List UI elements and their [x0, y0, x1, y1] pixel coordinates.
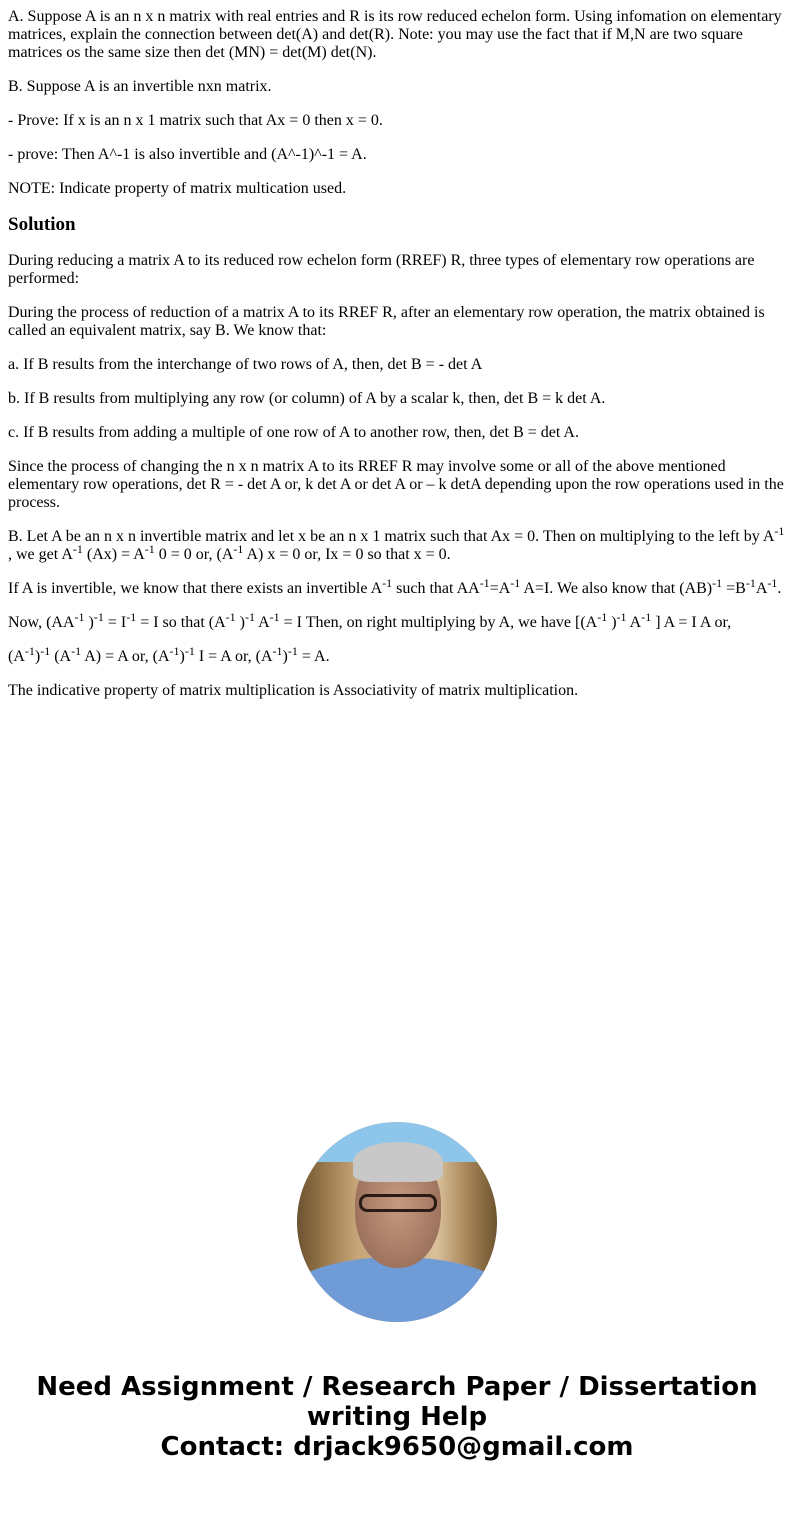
text-run: ) — [235, 614, 245, 631]
question-paragraph — [8, 180, 786, 198]
superscript: -1 — [382, 576, 393, 590]
superscript: -1 — [767, 576, 778, 590]
text-run: 0 = 0 or, (A — [154, 546, 234, 563]
text-run: (A — [8, 648, 25, 665]
superscript: -1 — [144, 542, 155, 556]
footer-banner — [8, 1372, 786, 1462]
footer-contact: Contact: drjack9650@gmail.com — [160, 1432, 634, 1462]
question-paragraph — [8, 146, 786, 164]
text-run: The indicative property of matrix multiplication is Associativity of matrix multiplication. — [8, 682, 579, 699]
text-run: Now, (AA — [8, 614, 75, 631]
text-run: = I — [103, 614, 127, 631]
question-paragraph — [8, 112, 786, 130]
text-run: Since the process of changing the n x n matrix A to its RREF R may involve some or all of the above mentioned elementary row operations, det R = - det A or, k det A or det A or – k detA depending upon the row operations used in the process. — [8, 458, 784, 511]
text-run: NOTE: Indicate property of matrix multication used. — [8, 180, 347, 197]
superscript: -1 — [40, 644, 51, 658]
question-section — [8, 8, 786, 198]
superscript: -1 — [126, 610, 137, 624]
solution-paragraph — [8, 356, 786, 374]
spacer — [8, 716, 786, 1122]
solution-paragraph — [8, 682, 786, 700]
superscript: -1 — [510, 576, 521, 590]
superscript: -1 — [184, 644, 195, 658]
superscript: -1 — [169, 644, 180, 658]
superscript: -1 — [712, 576, 723, 590]
text-run: ] A = I A or, — [651, 614, 732, 631]
text-run: a. If B results from the interchange of two rows of A, then, det B = - det A — [8, 356, 483, 373]
footer-help-text: Need Assignment / Research Paper / Dissertation writing Help — [36, 1372, 758, 1432]
superscript: -1 — [641, 610, 652, 624]
text-run: =B — [722, 580, 746, 597]
superscript: -1 — [71, 644, 82, 658]
superscript: -1 — [745, 576, 756, 590]
text-run: - Prove: If x is an n x 1 matrix such that Ax = 0 then x = 0. — [8, 112, 383, 129]
solution-paragraph — [8, 576, 786, 598]
question-paragraph — [8, 8, 786, 62]
superscript: -1 — [93, 610, 104, 624]
superscript: -1 — [597, 610, 608, 624]
question-paragraph — [8, 78, 786, 96]
superscript: -1 — [225, 610, 236, 624]
text-run: I = A or, (A — [194, 648, 273, 665]
solution-paragraph — [8, 458, 786, 512]
solution-paragraph — [8, 524, 786, 564]
superscript: -1 — [233, 542, 244, 556]
solution-paragraph — [8, 610, 786, 632]
text-run: A=I. We also know that (AB) — [520, 580, 713, 597]
superscript: -1 — [74, 610, 85, 624]
solution-paragraph — [8, 252, 786, 288]
superscript: -1 — [479, 576, 490, 590]
text-run: =A — [489, 580, 511, 597]
superscript: -1 — [72, 542, 83, 556]
text-run: ) — [607, 614, 617, 631]
text-run: c. If B results from adding a multiple of one row of A to another row, then, det B = det A. — [8, 424, 579, 441]
text-run: A — [254, 614, 270, 631]
text-run: A) x = 0 or, Ix = 0 so that x = 0. — [243, 546, 451, 563]
superscript: -1 — [774, 524, 785, 538]
text-run: A — [755, 580, 768, 597]
superscript: -1 — [616, 610, 627, 624]
text-run: = I Then, on right multiplying by A, we have [(A — [279, 614, 598, 631]
text-run: such that AA — [392, 580, 480, 597]
text-run: ) — [84, 614, 94, 631]
solution-paragraph — [8, 424, 786, 442]
text-run: = A. — [297, 648, 330, 665]
text-run: ) — [179, 648, 185, 665]
text-run: b. If B results from multiplying any row (or column) of A by a scalar k, then, det B = k det A. — [8, 390, 606, 407]
superscript: -1 — [24, 644, 35, 658]
text-run: - prove: Then A^-1 is also invertible and (A^-1)^-1 = A. — [8, 146, 367, 163]
text-run: If A is invertible, we know that there exists an invertible A — [8, 580, 383, 597]
solution-paragraph — [8, 644, 786, 666]
superscript: -1 — [272, 644, 283, 658]
text-run: (A — [50, 648, 72, 665]
text-run: ) — [34, 648, 41, 665]
superscript: -1 — [269, 610, 280, 624]
text-run: A) = A or, (A — [81, 648, 170, 665]
solution-paragraph — [8, 304, 786, 340]
text-run: = I so that (A — [136, 614, 226, 631]
superscript: -1 — [244, 610, 255, 624]
text-run: A. Suppose A is an n x n matrix with real entries and R is its row reduced echelon form. Using infomation on elementary matrices, explain the connection between det(A) and det(R). Note: you may use the fact that if M,N are two square matrices os the same size then det (MN) = det(M) det(N). — [8, 8, 782, 61]
solution-heading: Solution — [8, 214, 76, 235]
text-run: B. Let A be an n x n invertible matrix and let x be an n x 1 matrix such that Ax = 0. Then on multiplying to the left by A — [8, 528, 775, 545]
solution-section — [8, 252, 786, 700]
author-photo — [297, 1122, 497, 1322]
text-run: . — [777, 580, 782, 597]
text-run: During reducing a matrix A to its reduced row echelon form (RREF) R, three types of elementary row operations are performed: — [8, 252, 755, 287]
solution-paragraph — [8, 390, 786, 408]
text-run: A — [626, 614, 642, 631]
text-run: During the process of reduction of a matrix A to its RREF R, after an elementary row operation, the matrix obtained is called an equivalent matrix, say B. We know that: — [8, 304, 765, 339]
text-run: (Ax) = A — [82, 546, 145, 563]
superscript: -1 — [287, 644, 298, 658]
text-run: ) — [282, 648, 288, 665]
text-run: B. Suppose A is an invertible nxn matrix. — [8, 78, 272, 95]
text-run: , we get A — [8, 546, 73, 563]
